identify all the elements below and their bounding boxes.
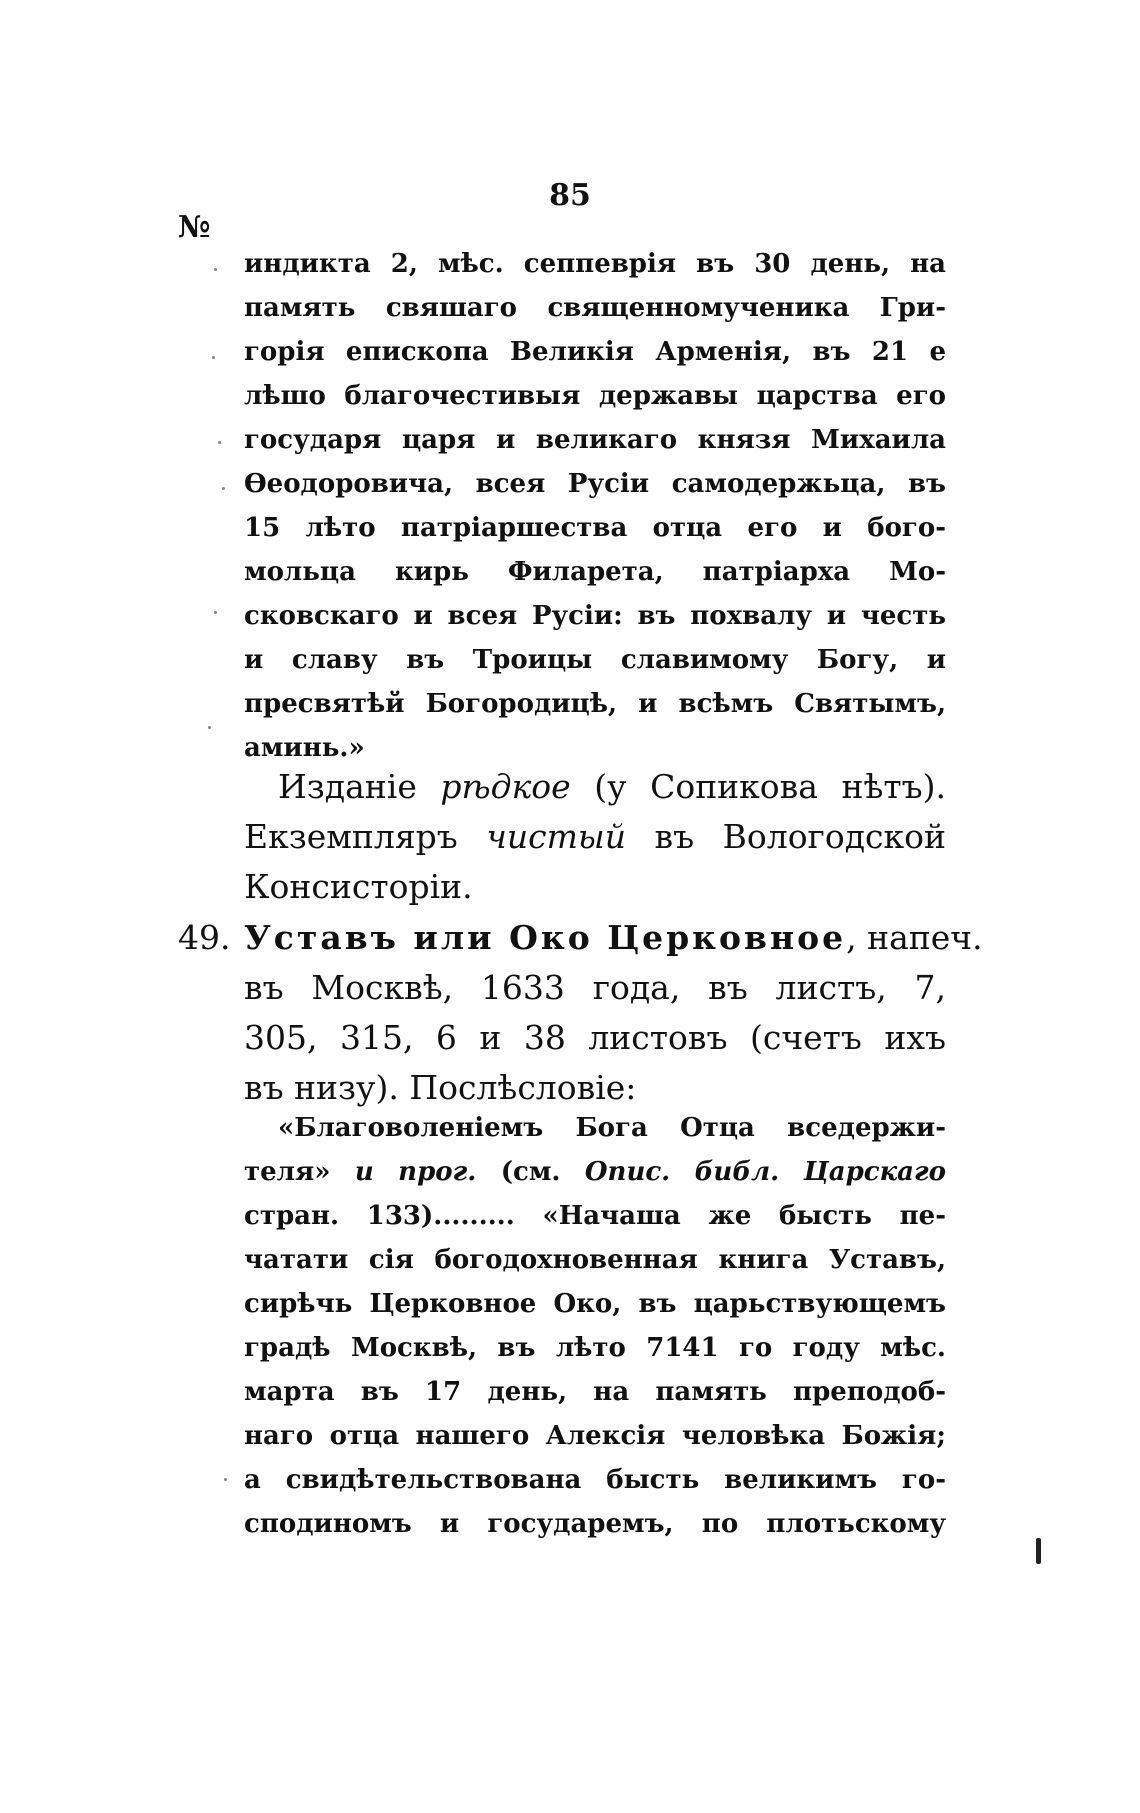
margin-speck <box>224 1478 227 1481</box>
text-line: государя царя и великаго князя Михаила <box>244 425 946 455</box>
text-line: и славу въ Троицы славимому Богу, и <box>244 645 946 675</box>
entry-text: , напеч. <box>846 918 983 957</box>
quote-line: а свидѣтельствована бысть великимъ го- <box>244 1465 946 1495</box>
quote-line: сирѣчь Церковное Око, въ царьствующемъ <box>244 1289 946 1319</box>
margin-mark <box>1036 1538 1041 1564</box>
quote-line: марта въ 17 день, на память преподоб- <box>244 1377 946 1407</box>
margin-speck <box>208 726 211 729</box>
note-italic: рѣдкое <box>440 767 571 806</box>
text-line: горія епископа Великія Арменія, въ 21 е <box>244 337 946 367</box>
note-line <box>278 762 946 812</box>
text-line: сковскаго и всея Русіи: въ похвалу и честь <box>244 601 946 631</box>
text-line: аминь.» <box>244 733 365 763</box>
margin-speck <box>214 268 217 271</box>
number-sign: № <box>178 210 211 245</box>
quote-line: стран. 133)......... «Начаша же бысть пе- <box>244 1201 946 1231</box>
quote-line: сподиномъ и государемъ, по плотьскому <box>244 1509 946 1539</box>
text-line: лѣшо благочестивыя державы царства его <box>244 381 946 411</box>
entry-title: Уставъ или Око Церковное <box>244 918 847 957</box>
text-line: Ѳеодоровича, всея Русіи самодержьца, въ <box>244 469 946 499</box>
quote-line <box>244 1152 946 1192</box>
entry-number: 49. <box>178 918 231 957</box>
page-number: 85 <box>549 178 591 213</box>
margin-speck <box>218 441 221 444</box>
quote-line: чатати сія богодохновенная книга Уставъ, <box>244 1245 946 1275</box>
note-italic: чистый <box>486 817 627 856</box>
quote-italic: и прог. <box>354 1157 477 1187</box>
entry-title-line <box>244 913 983 963</box>
quote-line: градѣ Москвѣ, въ лѣто 7141 го году мѣс. <box>244 1333 946 1363</box>
note-text: Екземпляръ <box>244 817 487 856</box>
note-text: (у Сопикова нѣтъ). <box>570 767 946 806</box>
text-line: индикта 2, мѣс. сеппеврія въ 30 день, на <box>244 249 946 279</box>
entry-line: 305, 315, 6 и 38 листовъ (счетъ ихъ <box>244 1018 946 1057</box>
note-text: Изданіе <box>278 767 441 806</box>
margin-speck <box>222 487 225 490</box>
margin-speck <box>214 611 217 614</box>
entry-line: въ низу). Послѣсловіе: <box>244 1068 637 1107</box>
text-line: мольца кирь Филарета, патріарха Мо- <box>244 557 946 587</box>
quote-line: «Благоволеніемъ Бога Отца вседержи- <box>278 1113 946 1143</box>
text-line: 15 лѣто патріаршества отца его и бого- <box>244 513 946 543</box>
text-line: пресвятѣй Богородицѣ, и всѣмъ Святымъ, <box>244 689 946 719</box>
note-line: Консисторіи. <box>244 867 473 906</box>
margin-speck <box>212 356 215 359</box>
quote-text: (см. <box>476 1157 585 1187</box>
entry-line: въ Москвѣ, 1633 года, въ листъ, 7, <box>244 968 946 1007</box>
text-line: память свяшаго священномученика Гри- <box>244 293 946 323</box>
note-text: въ Вологодской <box>626 817 947 856</box>
quote-text: теля» <box>244 1157 355 1187</box>
quote-line: наго отца нашего Алексія человѣка Божія; <box>244 1421 946 1451</box>
note-line <box>244 812 946 862</box>
quote-italic: Опис. библ. Царскаго <box>584 1157 946 1187</box>
